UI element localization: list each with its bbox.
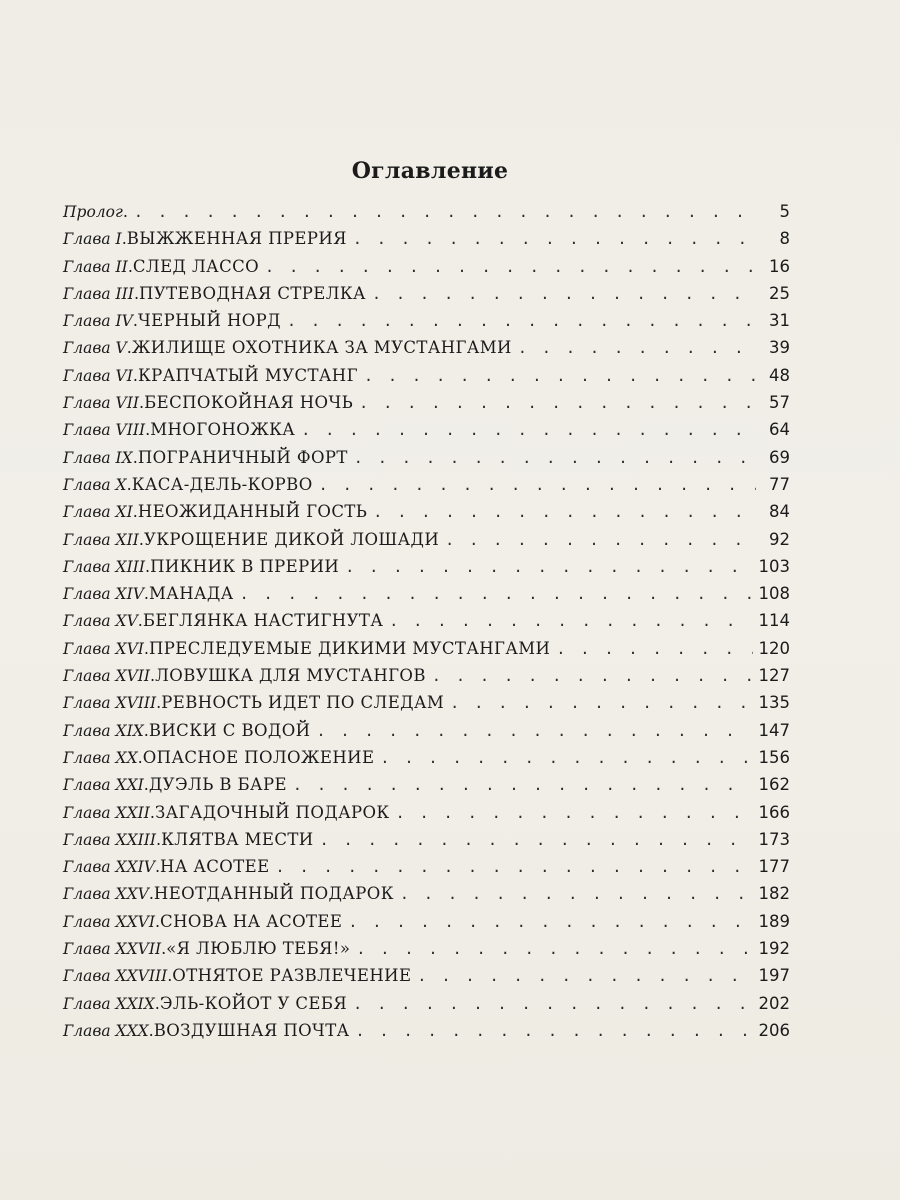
chapter-title: ПУТЕВОДНАЯ СТРЕЛКА <box>139 283 366 303</box>
toc-entry <box>63 962 790 989</box>
chapter-label: Глава V <box>63 339 127 358</box>
dot-leader <box>445 527 756 554</box>
chapter-title: ПИКНИК В ПРЕРИИ <box>150 556 340 576</box>
page-number: 103 <box>758 556 790 576</box>
page-number: 162 <box>758 775 790 795</box>
chapter-title: ЧЕРНЫЙ НОРД <box>137 311 281 331</box>
page-number: 64 <box>769 420 790 440</box>
chapter-label: Глава XVI <box>63 639 144 658</box>
dot-leader <box>265 254 756 281</box>
dot-leader <box>396 800 753 827</box>
page-number: 25 <box>769 283 790 303</box>
chapter-label: Глава X <box>63 475 127 494</box>
chapter-label: Глава XV <box>63 612 138 631</box>
dot-leader <box>356 1018 753 1045</box>
page-number: 156 <box>758 747 790 767</box>
chapter-label: Глава VI <box>63 366 133 385</box>
page-number: 177 <box>758 857 790 877</box>
chapter-separator: . <box>126 474 132 494</box>
chapter-title: ЭЛЬ-КОЙОТ У СЕБЯ <box>159 993 348 1013</box>
toc-entry <box>63 389 790 416</box>
page-number: 77 <box>769 474 790 494</box>
chapter-title: ОТНЯТОЕ РАЗВЛЕЧЕНИЕ <box>172 966 412 986</box>
chapter-separator: . <box>143 584 150 604</box>
page-number: 127 <box>758 666 790 686</box>
chapter-title: ОПАСНОЕ ПОЛОЖЕНИЕ <box>142 747 375 767</box>
chapter-label: Глава XI <box>63 503 133 522</box>
chapter-title: ВЫЖЖЕННАЯ ПРЕРИЯ <box>126 229 347 249</box>
chapter-title: МНОГОНОЖКА <box>150 420 296 440</box>
chapter-label: Глава I <box>63 230 122 249</box>
chapter-separator: . <box>154 911 161 931</box>
chapter-separator: . <box>122 202 128 221</box>
dot-leader <box>348 909 752 936</box>
toc-entry <box>63 580 790 607</box>
chapter-title: МАНАДА <box>149 584 234 604</box>
dot-leader <box>450 690 752 717</box>
chapter-title: БЕСПОКОЙНАЯ НОЧЬ <box>144 393 354 413</box>
dot-leader <box>364 363 756 390</box>
chapter-title: НА АСОТЕЕ <box>160 857 270 877</box>
chapter-label: Глава IX <box>63 448 133 467</box>
dot-leader <box>240 581 753 608</box>
toc-entry <box>63 444 790 471</box>
page-number: 120 <box>758 638 790 658</box>
toc-entry <box>63 362 790 389</box>
chapter-label: Глава XIII <box>63 557 145 576</box>
toc-entry <box>63 416 790 443</box>
chapter-title: БЕГЛЯНКА НАСТИГНУТА <box>142 611 384 631</box>
chapter-title: ЗАГАДОЧНЫЙ ПОДАРОК <box>154 802 390 822</box>
page-number: 192 <box>758 939 790 959</box>
dot-leader <box>373 499 756 526</box>
chapter-label: Глава XXV <box>63 885 149 904</box>
toc-entry <box>63 471 790 498</box>
page-number: 189 <box>758 911 790 931</box>
chapter-separator: . <box>156 829 162 849</box>
toc-entry <box>63 744 790 771</box>
dot-leader <box>354 445 756 472</box>
chapter-title: ПОГРАНИЧНЫЙ ФОРТ <box>137 447 348 467</box>
dot-leader <box>353 991 752 1018</box>
chapter-title: ЛОВУШКА ДЛЯ МУСТАНГОВ <box>155 666 426 686</box>
dot-leader <box>556 636 752 663</box>
page-number: 135 <box>758 693 790 713</box>
chapter-separator: . <box>138 529 144 549</box>
chapter-separator: . <box>137 747 143 767</box>
page-number: 147 <box>758 720 790 740</box>
chapter-separator: . <box>154 857 161 877</box>
page-number: 114 <box>758 611 790 631</box>
page-number: 57 <box>769 393 790 413</box>
chapter-title: ВОЗДУШНАЯ ПОЧТА <box>153 1020 350 1040</box>
toc-entry <box>63 662 790 689</box>
chapter-title: НЕОЖИДАННЫЙ ГОСТЬ <box>137 502 368 522</box>
chapter-title: НЕОТДАННЫЙ ПОДАРОК <box>153 884 394 904</box>
chapter-separator: . <box>148 1020 154 1040</box>
page-number: 16 <box>769 256 790 276</box>
chapter-separator: . <box>143 720 149 740</box>
toc-entry <box>63 607 790 634</box>
toc-entry <box>63 225 790 252</box>
chapter-title: УКРОЩЕНИЕ ДИКОЙ ЛОШАДИ <box>143 529 440 549</box>
page-number: 8 <box>779 229 790 249</box>
chapter-label: Глава VII <box>63 394 140 413</box>
toc-entry <box>63 935 790 962</box>
chapter-separator: . <box>144 556 151 576</box>
chapter-label: Глава XXIV <box>63 858 155 877</box>
chapter-label: Глава XVII <box>63 667 151 686</box>
chapter-separator: . <box>132 502 138 522</box>
page-number: 173 <box>758 829 790 849</box>
chapter-separator: . <box>161 939 167 959</box>
chapter-label: Пролог <box>63 203 123 221</box>
toc-entry <box>63 853 790 880</box>
page-number: 108 <box>758 584 790 604</box>
chapter-separator: . <box>139 393 145 413</box>
chapter-separator: . <box>127 256 133 276</box>
toc-entry <box>63 526 790 553</box>
chapter-title: ДУЭЛЬ В БАРЕ <box>148 775 287 795</box>
dot-leader <box>320 827 753 854</box>
toc-heading: Оглавление <box>351 158 509 184</box>
toc-entry <box>63 990 790 1017</box>
dot-leader <box>359 390 756 417</box>
page-number: 92 <box>769 529 790 549</box>
dot-leader <box>417 963 752 990</box>
chapter-title: ПРЕСЛЕДУЕМЫЕ ДИКИМИ МУСТАНГАМИ <box>149 638 551 658</box>
chapter-separator: . <box>143 775 149 795</box>
toc-entry <box>63 334 790 361</box>
toc-entry <box>63 1017 790 1044</box>
chapter-separator: . <box>145 420 151 440</box>
toc-entry <box>63 253 790 280</box>
chapter-label: Глава XXVII <box>63 940 162 959</box>
chapter-title: КЛЯТВА МЕСТИ <box>161 829 314 849</box>
chapter-label: Глава XVIII <box>63 694 157 713</box>
dot-leader <box>400 881 753 908</box>
chapter-separator: . <box>154 993 160 1013</box>
chapter-label: Глава XXX <box>63 1021 149 1040</box>
chapter-separator: . <box>132 447 138 467</box>
chapter-label: Глава XII <box>63 530 139 549</box>
toc-entry <box>63 880 790 907</box>
dot-leader <box>518 335 756 362</box>
page-number: 84 <box>769 502 790 522</box>
chapter-label: Глава XIX <box>63 721 144 740</box>
toc-entry <box>63 717 790 744</box>
page-number: 166 <box>758 802 790 822</box>
chapter-label: Глава XXIII <box>63 830 156 849</box>
chapter-separator: . <box>143 638 150 658</box>
chapter-separator: . <box>148 884 154 904</box>
chapter-label: Глава XXVI <box>63 912 155 931</box>
toc-entry <box>63 799 790 826</box>
dot-leader <box>345 554 752 581</box>
chapter-label: Глава XXVIII <box>63 967 168 986</box>
toc-entry <box>63 771 790 798</box>
chapter-title: ВИСКИ С ВОДОЙ <box>148 720 311 740</box>
toc-entry <box>63 826 790 853</box>
dot-leader <box>319 472 756 499</box>
toc-entry <box>63 635 790 662</box>
chapter-title: «Я ЛЮБЛЮ ТЕБЯ!» <box>166 939 351 959</box>
page-number: 182 <box>758 884 790 904</box>
chapter-title: РЕВНОСТЬ ИДЕТ ПО СЛЕДАМ <box>161 693 445 713</box>
toc-entry <box>63 498 790 525</box>
chapter-label: Глава XXII <box>63 803 150 822</box>
toc-entry <box>63 689 790 716</box>
chapter-separator: . <box>137 611 143 631</box>
chapter-label: Глава XX <box>63 748 138 767</box>
toc-entry <box>63 553 790 580</box>
dot-leader <box>356 936 752 963</box>
page-number: 5 <box>779 202 790 221</box>
chapter-label: Глава II <box>63 257 128 276</box>
chapter-label: Глава XIV <box>63 585 144 604</box>
chapter-separator: . <box>126 338 132 358</box>
toc-entry <box>63 307 790 334</box>
toc-list <box>63 198 790 1044</box>
toc-entry <box>63 198 790 225</box>
dot-leader <box>316 718 752 745</box>
chapter-separator: . <box>132 365 138 385</box>
dot-leader <box>353 226 756 253</box>
dot-leader <box>301 417 756 444</box>
chapter-separator: . <box>150 666 156 686</box>
toc-entry <box>63 908 790 935</box>
chapter-separator: . <box>133 283 140 303</box>
dot-leader <box>276 854 753 881</box>
dot-leader <box>432 663 753 690</box>
dot-leader <box>372 281 756 308</box>
chapter-title: КАСА-ДЕЛЬ-КОРВО <box>131 474 313 494</box>
page-number: 206 <box>758 1020 790 1040</box>
chapter-label: Глава VIII <box>63 421 146 440</box>
chapter-label: Глава III <box>63 284 134 303</box>
chapter-title: СЛЕД ЛАССО <box>132 256 260 276</box>
page-number: 197 <box>758 966 790 986</box>
dot-leader <box>293 772 753 799</box>
chapter-label: Глава XXI <box>63 776 144 795</box>
dot-leader <box>389 608 752 635</box>
dot-leader <box>287 308 756 335</box>
page-number: 48 <box>769 365 790 385</box>
dot-leader <box>134 199 756 226</box>
dot-leader <box>380 745 752 772</box>
chapter-title: ЖИЛИЩЕ ОХОТНИКА ЗА МУСТАНГАМИ <box>131 338 512 358</box>
chapter-separator: . <box>132 311 138 331</box>
chapter-separator: . <box>167 966 173 986</box>
chapter-separator: . <box>149 802 155 822</box>
chapter-label: Глава IV <box>63 312 133 331</box>
chapter-separator: . <box>121 229 127 249</box>
page-number: 31 <box>769 311 790 331</box>
chapter-separator: . <box>156 693 162 713</box>
toc-entry <box>63 280 790 307</box>
chapter-title: СНОВА НА АСОТЕЕ <box>160 911 343 931</box>
chapter-title: КРАПЧАТЫЙ МУСТАНГ <box>137 365 358 385</box>
page-number: 69 <box>769 447 790 467</box>
page-number: 202 <box>758 993 790 1013</box>
chapter-label: Глава XXIX <box>63 994 155 1013</box>
page-number: 39 <box>769 338 790 358</box>
